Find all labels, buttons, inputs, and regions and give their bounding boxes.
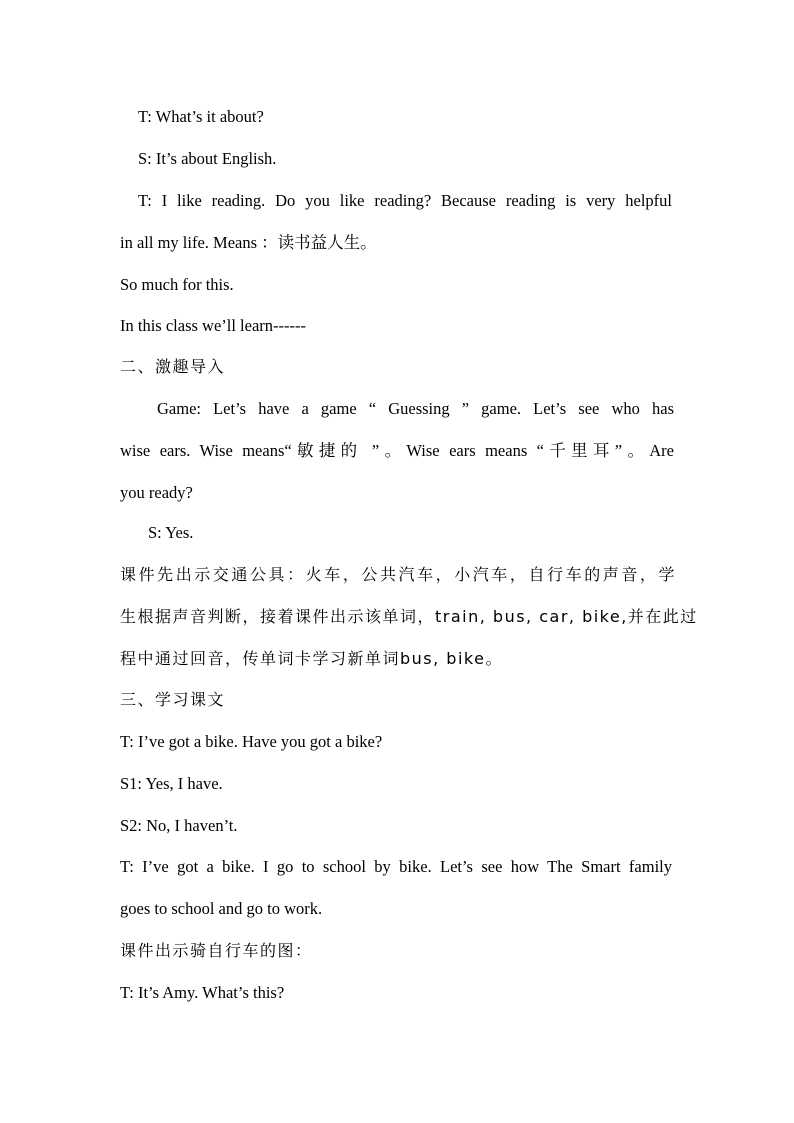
dialogue-line: T: I’ve got a bike. I go to school by bike. Let’s see how The Smart family bbox=[120, 857, 672, 876]
dialogue-line: T: I’ve got a bike. Have you got a bike? bbox=[120, 732, 383, 751]
dialogue-line: S: Yes. bbox=[148, 523, 194, 542]
section-heading: 三、学习课文 bbox=[120, 690, 226, 709]
dialogue-line: T: It’s Amy. What’s this? bbox=[120, 983, 285, 1002]
paragraph-line: 课件出示骑自行车的图： bbox=[120, 941, 313, 960]
paragraph-line: 程中通过回音，传单词卡学习新单词bus, bike。 bbox=[120, 649, 503, 668]
text-line: In this class we’ll learn------ bbox=[120, 316, 307, 335]
paragraph-line: you ready? bbox=[120, 483, 193, 502]
dialogue-line: S: It’s about English. bbox=[138, 149, 277, 168]
dialogue-line: S2: No, I haven’t. bbox=[120, 816, 238, 835]
dialogue-line: S1: Yes, I have. bbox=[120, 774, 223, 793]
section-heading: 二、激趣导入 bbox=[120, 357, 226, 376]
paragraph-line: 生根据声音判断，接着课件出示该单词，train, bus, car, bike,并在此过 bbox=[120, 607, 698, 626]
paragraph-line: 课件先出示交通公具：火车，公共汽车，小汽车，自行车的声音，学 bbox=[120, 565, 676, 584]
paragraph-line: Game: Let’s have a game “ Guessing ” game. Let’s see who has bbox=[157, 399, 674, 418]
dialogue-line: in all my life. Means ：读书益人生。 bbox=[120, 233, 377, 252]
paragraph-line: wise ears. Wise means“敏捷的 ”。Wise ears means “千里耳”。Are bbox=[120, 441, 674, 460]
dialogue-line: goes to school and go to work. bbox=[120, 899, 323, 918]
dialogue-line: T: What’s it about? bbox=[138, 107, 264, 126]
dialogue-line: T: I like reading. Do you like reading? Because reading is very helpful bbox=[138, 191, 672, 210]
text-line: So much for this. bbox=[120, 275, 234, 294]
